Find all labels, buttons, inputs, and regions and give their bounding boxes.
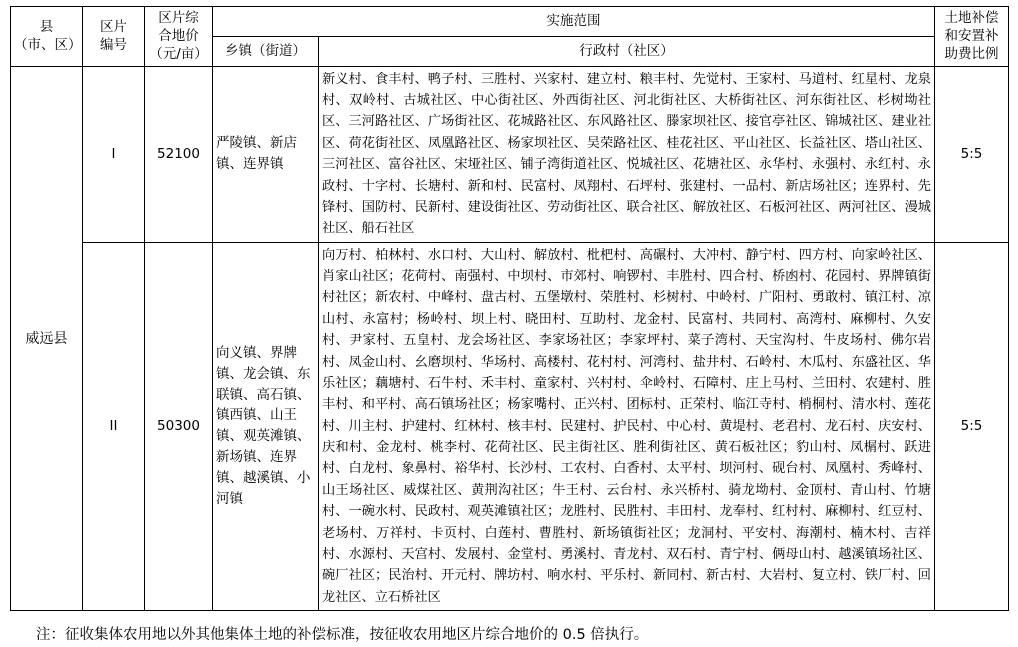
land-compensation-table: [10, 6, 1009, 611]
header-county: [11, 7, 83, 67]
note-label: 注：: [36, 627, 65, 644]
header-ratio-line2: 和安置补: [944, 28, 999, 45]
table-body: [11, 66, 1009, 610]
header-zone-price: [145, 7, 213, 67]
zone-code: II: [83, 242, 145, 610]
zone-price: 50300: [145, 242, 213, 610]
header-compensation-ratio: [935, 7, 1009, 67]
compensation-ratio: 5:5: [935, 242, 1009, 610]
zone-price: 52100: [145, 66, 213, 242]
table-row: [11, 242, 1009, 610]
header-county-line1: 县: [39, 19, 54, 36]
header-implementation-scope: 实施范围: [213, 7, 935, 37]
compensation-ratio: 5:5: [935, 66, 1009, 242]
header-ratio-line3: 助费比例: [944, 46, 999, 63]
village-list: 新义村、食丰村、鸭子村、三胜村、兴家村、建立村、粮丰村、先觉村、王家村、马道村、红星村、龙泉村、双岭村、古城社区、中心街社区、外西街社区、河北街社区、大桥街社区、河东街社区、杉树坳社区、三河路社区、广场街社区、花城路社区、东风路社区、滕家坝社区、接官亭社区、锦城社区、建业社区、荷花街社区、凤凰路社区、杨家坝社区、吴荣路社区、桂花社区、平山社区、长益社区、塔山社区、三河社区、富谷社区、宋垭社区、铺子湾街道社区、悦城社区、花塘社区、永华村、永强村、永红村、永政村、十字村、长塘村、新和村、民富村、凤翔村、石坪村、张建村、一品村、新店场社区；连界村、先锋村、国防村、民新村、建设街社区、劳动街社区、联合社区、解放社区、石板河社区、两河社区、漫城社区、船石社区: [319, 66, 935, 242]
header-town: 乡镇（街道）: [213, 36, 319, 66]
zone-code: I: [83, 66, 145, 242]
note-text: 征收集体农用地以外其他集体土地的补偿标准，按征收农用地区片综合地价的 0.5 倍执行。: [65, 627, 649, 644]
header-zone-price-line3: （元/亩）: [149, 46, 208, 63]
header-zone-code-line2: 编号: [100, 37, 127, 54]
village-list: 向万村、柏林村、水口村、大山村、解放村、枇杷村、高碾村、大冲村、静宁村、四方村、向家岭社区、肖家山社区；花荷村、南强村、中坝村、市郊村、响锣村、丰胜村、四合村、桥凼村、花园村、界牌镇街村社区；新农村、中峰村、盘古村、五堡墩村、荣胜村、杉树村、中岭村、广阳村、勇敢村、镇江村、凉山村、永富村；杨岭村、坝上村、晓田村、互助村、龙金村、民富村、共同村、高湾村、麻柳村、久安村、尹家村、五皇村、龙会场社区、李家场社区；李家坪村、菜子湾村、天宝沟村、牛皮场村、佛尔岩村、凤金山村、幺磨坝村、华场村、高楼村、花村村、河湾村、盐井村、石岭村、木瓜村、东盛社区、华乐社区；藕塘村、石牛村、禾丰村、童家村、兴村村、伞岭村、石障村、庄上马村、兰田村、农建村、胜丰村、和平村、高石镇场社区；杨家嘴村、正兴村、团标村、正荣村、临江寺村、梢桐村、清水村、莲花村、川主村、护建村、红林村、核丰村、民建村、护民村、中心村、黄堤村、老君村、龙石村、庆安村、庆和村、金龙村、桃李村、花荷社区、民主街社区、胜利街社区、黄石板社区；豹山村、凤榍村、跃进村、白龙村、象鼻村、裕华村、长沙村、工农村、白香村、太平村、坝河村、砚台村、凤凰村、秀峰村、山王场社区、威煤社区、黄荆沟社区；牛王村、云台村、永兴桥村、骑龙坳村、金顶村、青山村、竹塘村、一碗水村、民政村、观英滩镇社区；龙胜村、民胜村、丰田村、龙奉村、红村村、麻柳村、红豆村、老场村、万祥村、卡页村、白莲村、曹胜村、新场镇街社区；龙洞村、平安村、海潮村、楠木村、吉祥村、水源村、天宫村、发展村、金堂村、勇溪村、青龙村、双石村、青宁村、俩母山村、越溪镇场社区、碗厂社区；民治村、开元村、牌坊村、响水村、平乐村、新同村、新古村、大岩村、复立村、铁厂村、回龙社区、立石桥社区: [319, 242, 935, 610]
header-row-1: [11, 7, 1009, 37]
town-list: 向义镇、界牌镇、龙会镇、东联镇、高石镇、镇西镇、山王镇、观英滩镇、新场镇、连界镇、越溪镇、小河镇: [213, 242, 319, 610]
header-zone-price-line1: 区片综: [158, 10, 199, 26]
town-list: 严陵镇、新店镇、连界镇: [213, 66, 319, 242]
table-header: [11, 7, 1009, 67]
header-ratio-line1: 土地补偿: [944, 10, 999, 26]
table-row: [11, 66, 1009, 242]
header-zone-code-line1: 区片: [100, 19, 127, 36]
table-note: [10, 625, 1008, 647]
header-zone-code: [83, 7, 145, 67]
header-village: 行政村（社区）: [319, 36, 935, 66]
county-name: 威远县: [11, 66, 83, 610]
header-zone-price-line2: 合地价: [158, 28, 199, 45]
header-county-line2: （市、区）: [14, 37, 82, 54]
